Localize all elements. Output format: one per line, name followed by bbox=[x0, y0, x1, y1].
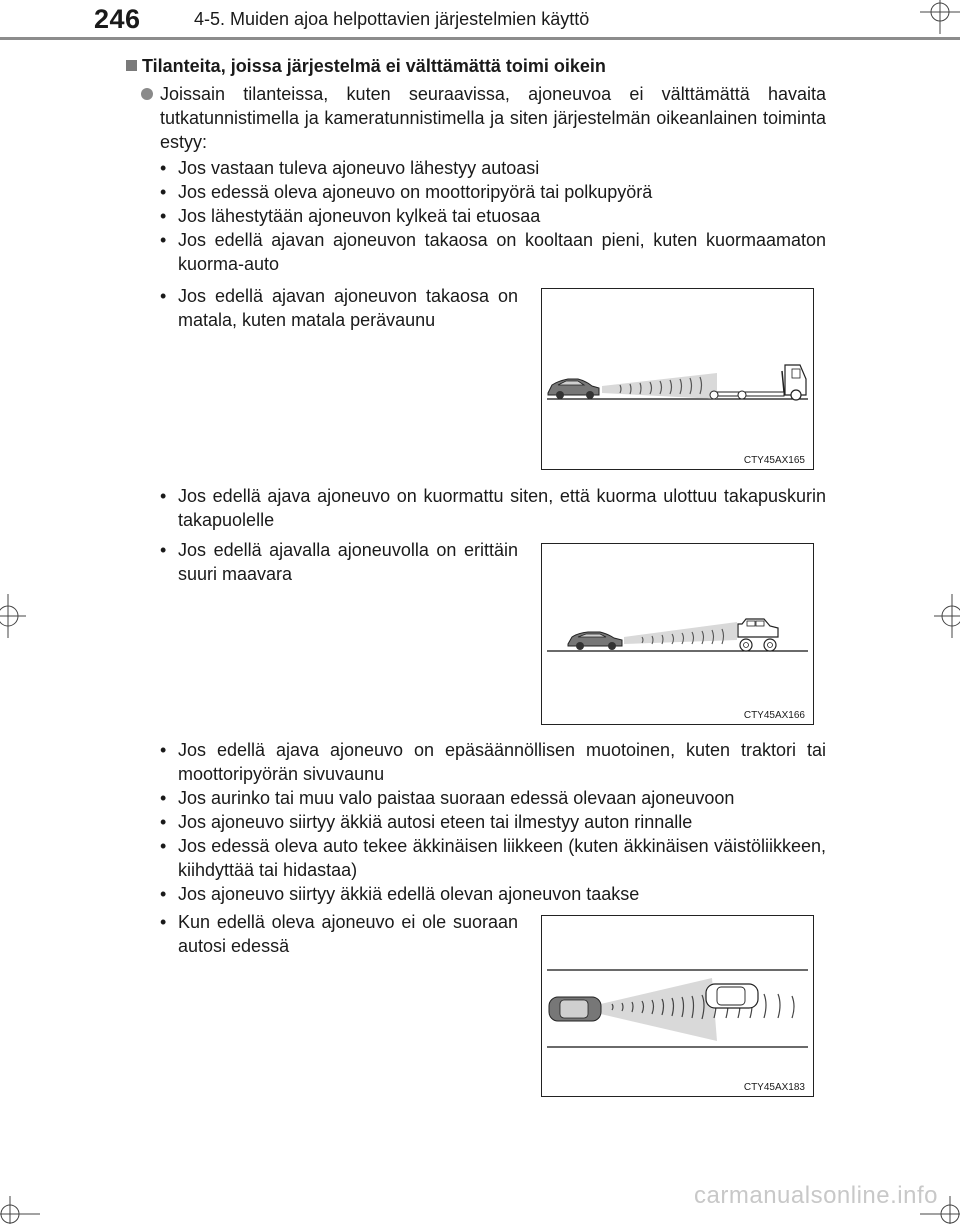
list-item: • Jos edellä ajavan ajoneuvon takaosa on matala, kuten matala perävaunu bbox=[160, 284, 518, 332]
intro-paragraph: Joissain tilanteissa, kuten seuraavissa, ajoneuvoa ei välttämättä havaita tutkatunnistimella ja kameratunnistimella ja siten järjestelmän oikeanlainen toiminta estyy: bbox=[160, 84, 826, 152]
section-heading: Tilanteita, joissa järjestelmä ei välttämättä toimi oikein bbox=[126, 56, 606, 77]
square-bullet-icon bbox=[126, 60, 137, 71]
crop-mark-right-icon bbox=[934, 594, 960, 638]
list-item: • Jos edellä ajavalla ajoneuvolla on erittäin suuri maavara bbox=[160, 538, 518, 586]
list-item: • Jos edellä ajavan ajoneuvon takaosa on kooltaan pieni, kuten kuormaamaton kuorma-auto bbox=[160, 228, 826, 276]
low-trailer-illustration-icon bbox=[542, 289, 813, 469]
figure-code: CTY45AX183 bbox=[743, 1082, 805, 1093]
list-item: • Jos edellä ajava ajoneuvo on kuormattu siten, että kuorma ulottuu takapuskurin takapuolelle bbox=[160, 484, 826, 532]
crop-mark-top-right-icon bbox=[920, 0, 960, 34]
list-item: • Jos edellä ajava ajoneuvo on epäsäännöllisen muotoinen, kuten traktori tai moottoripyörän sivuvaunu bbox=[160, 738, 826, 786]
list-item: • Jos edessä oleva auto tekee äkkinäisen liikkeen (kuten äkkinäisen väistöliikkeen, kiihdyttää tai hidastaa) bbox=[160, 834, 826, 882]
bullet-list-3 bbox=[160, 738, 826, 906]
list-item: • Jos ajoneuvo siirtyy äkkiä autosi eteen tai ilmestyy auton rinnalle bbox=[160, 810, 826, 834]
figure-code: CTY45AX166 bbox=[743, 710, 805, 721]
list-item: • Jos vastaan tuleva ajoneuvo lähestyy autoasi bbox=[160, 156, 826, 180]
bullet-list-1 bbox=[160, 156, 826, 276]
figure-high-clearance bbox=[541, 543, 814, 725]
circle-bullet-icon bbox=[141, 88, 153, 100]
list-item: • Jos ajoneuvo siirtyy äkkiä edellä olevan ajoneuvon taakse bbox=[160, 882, 826, 906]
footer-watermark: carmanualsonline.info bbox=[694, 1182, 938, 1209]
page-header bbox=[0, 0, 960, 48]
offset-vehicle-illustration-icon bbox=[542, 916, 813, 1096]
bullet-list-fig1 bbox=[160, 284, 518, 332]
figure-offset-vehicle bbox=[541, 915, 814, 1097]
bullet-list-fig2 bbox=[160, 538, 518, 586]
list-item: • Jos edessä oleva ajoneuvo on moottoripyörä tai polkupyörä bbox=[160, 180, 826, 204]
figure-code: CTY45AX165 bbox=[743, 455, 805, 466]
crop-mark-left-icon bbox=[0, 594, 26, 638]
chapter-title: 4-5. Muiden ajoa helpottavien järjestelmien käyttö bbox=[194, 9, 590, 29]
header-rule bbox=[0, 37, 960, 40]
list-item: • Jos aurinko tai muu valo paistaa suoraan edessä olevaan ajoneuvoon bbox=[160, 786, 826, 810]
page-number: 246 bbox=[94, 4, 141, 34]
bullet-list-2 bbox=[160, 484, 826, 532]
list-item: • Jos lähestytään ajoneuvon kylkeä tai etuosaa bbox=[160, 204, 826, 228]
high-clearance-illustration-icon bbox=[542, 544, 813, 724]
crop-mark-bottom-left-icon bbox=[0, 1196, 40, 1224]
list-item: • Kun edellä oleva ajoneuvo ei ole suoraan autosi edessä bbox=[160, 910, 518, 958]
figure-low-trailer bbox=[541, 288, 814, 470]
bullet-list-fig3 bbox=[160, 910, 518, 958]
